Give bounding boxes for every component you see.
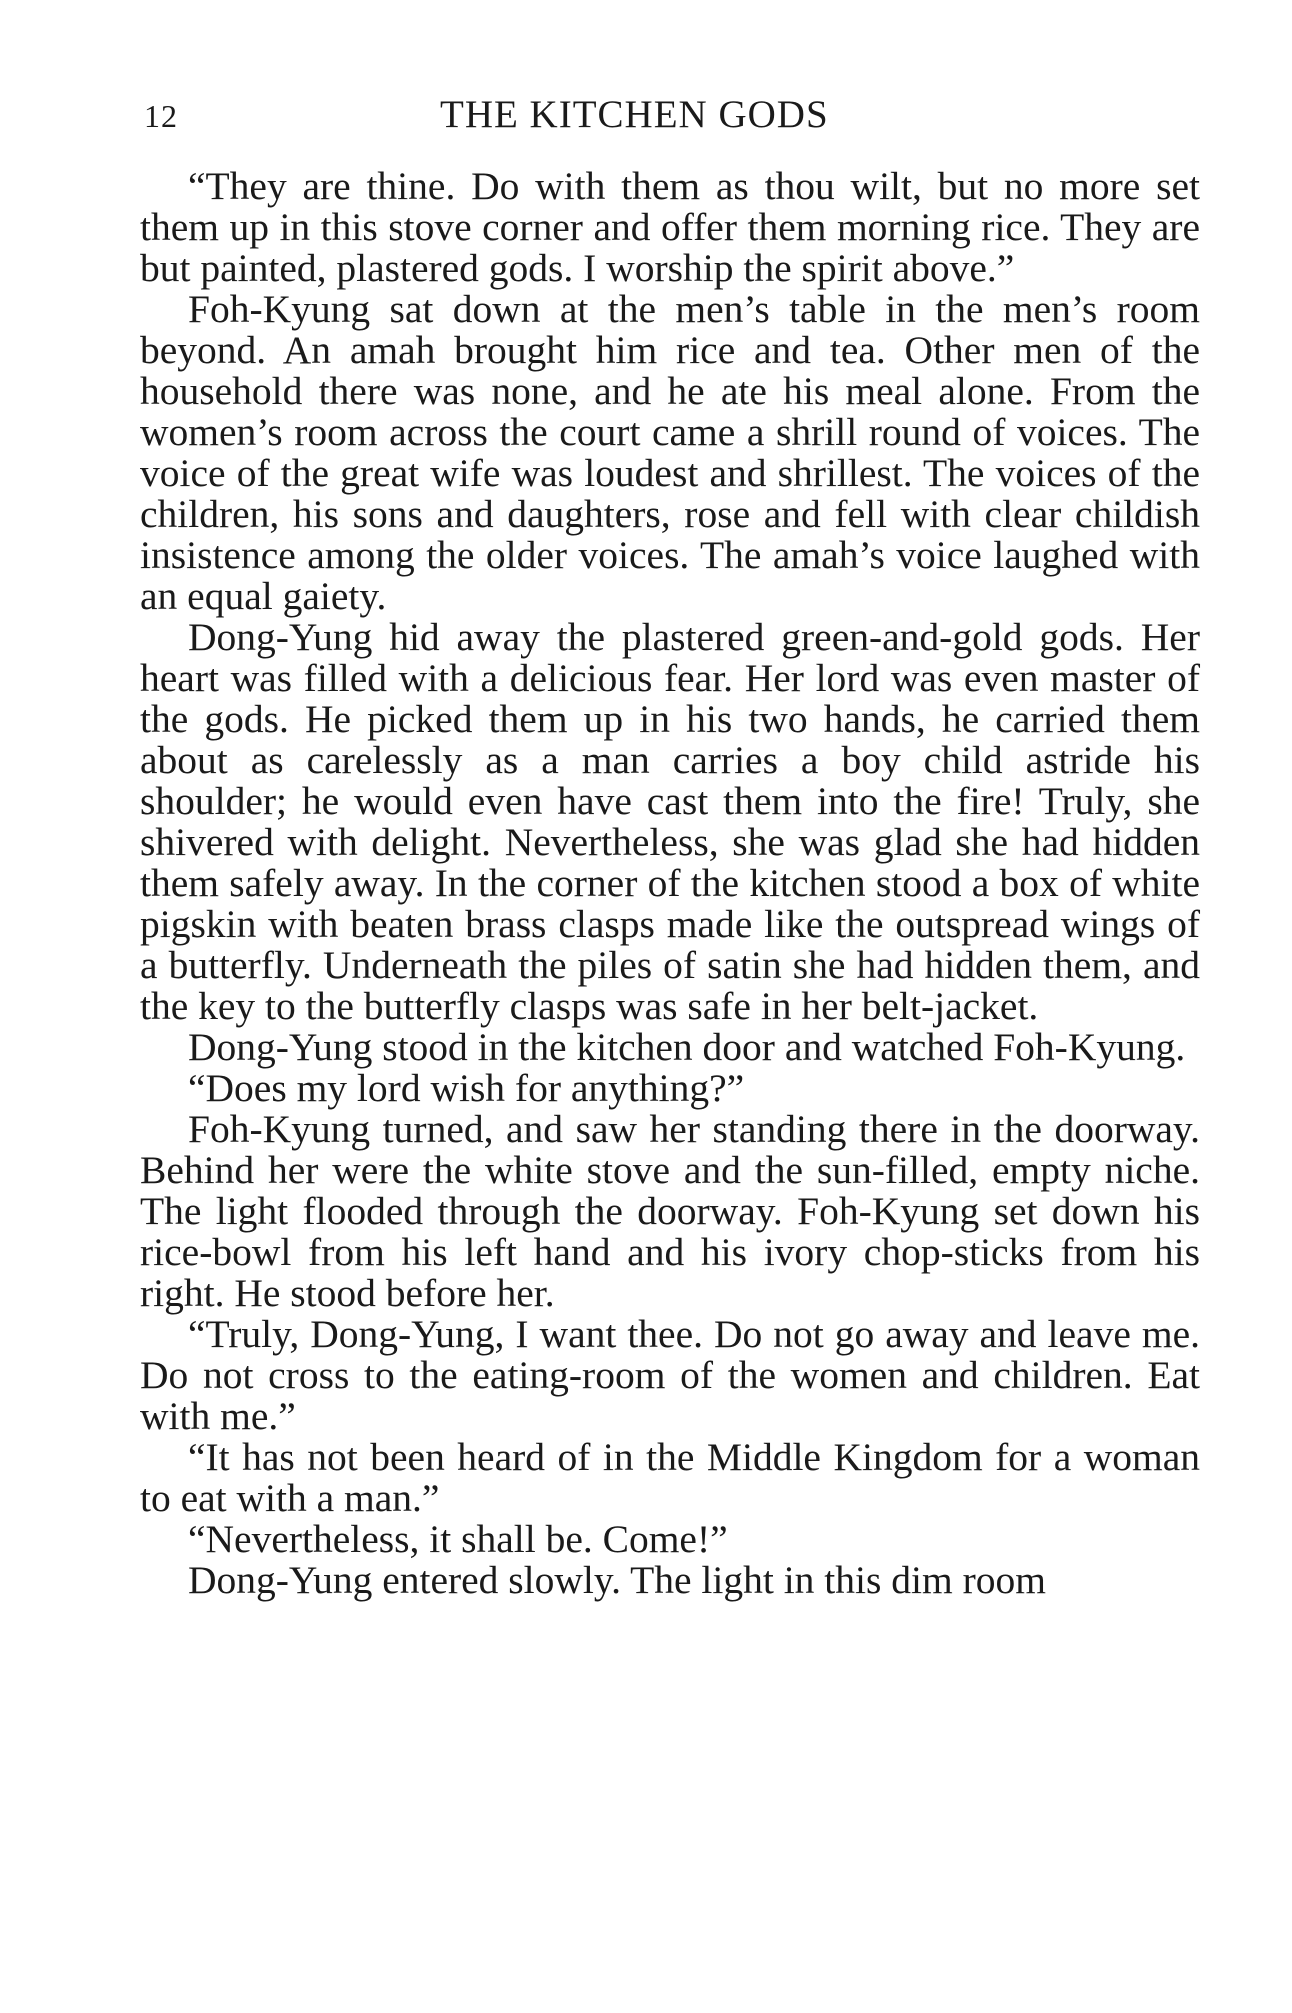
paragraph: “Truly, Dong-Yung, I want thee. Do not go away and leave me. Do not cross to the eating-room of the women and children. Eat with me.” — [140, 1312, 1200, 1438]
paragraph: “Does my lord wish for anything?” — [188, 1066, 745, 1110]
paragraph: Foh-Kyung sat down at the men’s table in the men’s room beyond. An amah brought him rice and tea. Other men of the household there was none, and he ate his meal alone. From the women’s room across the court came a shrill round of voices. The voice of the great wife was loudest and shrillest. The voices of the children, his sons and daughters, rose and fell with clear childish insistence among the older voices. The amah’s voice laughed with an equal gaiety. — [140, 287, 1200, 618]
paragraph: Dong-Yung entered slowly. The light in this dim room — [188, 1558, 1046, 1602]
paragraph: Foh-Kyung turned, and saw her standing there in the doorway. Behind her were the white stove and the sun-filled, empty niche. The light flooded through the doorway. Foh-Kyung set down his rice-bowl from his left hand and his ivory chop-sticks from his right. He stood before her. — [140, 1107, 1200, 1315]
page-number: 12 — [144, 98, 178, 134]
book-page — [140, 92, 1200, 1601]
running-head — [140, 92, 1200, 148]
paragraph: “It has not been heard of in the Middle Kingdom for a woman to eat with a man.” — [140, 1435, 1200, 1520]
paragraph: Dong-Yung stood in the kitchen door and watched Foh-Kyung. — [188, 1025, 1186, 1069]
paragraph: “They are thine. Do with them as thou wilt, but no more set them up in this stove corner and offer them morning rice. They are but painted, plastered gods. I worship the spirit above.” — [140, 164, 1200, 290]
paragraph: “Nevertheless, it shall be. Come!” — [188, 1517, 728, 1561]
paragraph: Dong-Yung hid away the plastered green-and-gold gods. Her heart was filled with a delicious fear. Her lord was even master of the gods. He picked them up in his two hands, he carried them about as carelessly as a man carries a boy child astride his shoulder; he would even have cast them into the fire! Truly, she shivered with delight. Nevertheless, she was glad she had hidden them safely away. In the corner of the kitchen stood a box of white pigskin with beaten brass clasps made like the outspread wings of a butterfly. Underneath the piles of satin she had hidden them, and the key to the butterfly clasps was safe in her belt-jacket. — [140, 615, 1200, 1028]
running-title: THE KITCHEN GODS — [440, 93, 829, 136]
body-text — [140, 166, 1200, 1601]
